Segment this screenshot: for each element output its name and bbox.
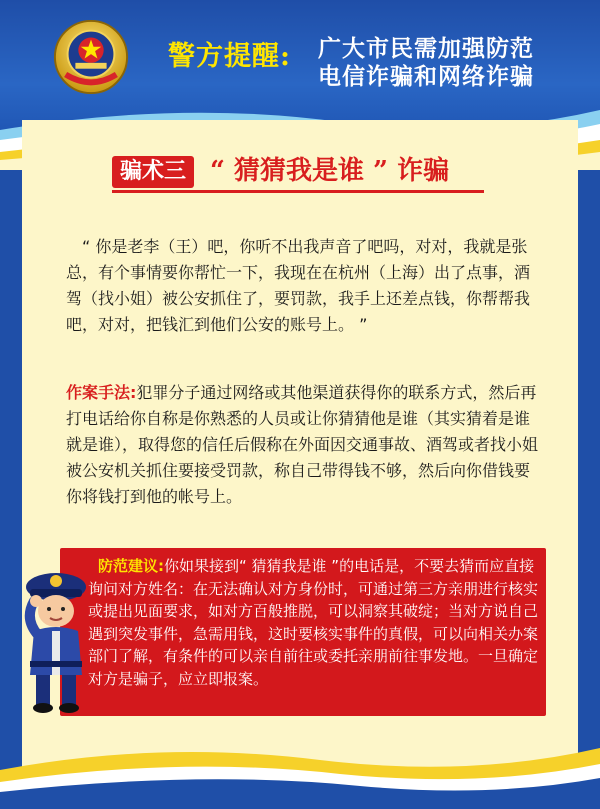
advice-label: 防范建议: — [98, 557, 164, 575]
header-line-1: 广大市民需加强防范 — [318, 36, 534, 62]
advice-paragraph — [88, 555, 542, 690]
police-officer-illustration — [14, 565, 98, 715]
title-main: “ 猜猜我是谁 ” 诈骗 — [210, 156, 450, 186]
header-lead: 警方提醒: — [168, 41, 291, 72]
method-text: 犯罪分子通过网络或其他渠道获得你的联系方式，然后再打电话给你自称是你熟悉的人员或让你猜猜他是谁（其实猜着是谁就是谁），取得您的信任后假称在外面因交通事故、酒驾或者找小姐被公安机关抓住要接受罚款，称自己带得钱不够，然后向你借钱要你将钱打到他的帐号上。 — [66, 383, 539, 506]
section-title — [112, 150, 492, 194]
title-underline — [112, 190, 484, 193]
header-line-2: 电信诈骗和网络诈骗 — [318, 64, 534, 90]
method-paragraph — [66, 380, 538, 510]
method-label: 作案手法: — [66, 383, 137, 402]
footer-wave — [0, 730, 600, 809]
advice-text: 你如果接到“ 猜猜我是谁 ”的电话是，不要去猜而应直接询问对方姓名：在无法确认对方身份时，可通过第三方亲朋进行核实或提出见面要求，如对方百般推脱，可以洞察其破绽；当对方说自己遇到突发事件，急需用钱，这时要核实事件的真假，可以向相关办案部门了解，有条件的可以亲自前往或委托亲朋前往事发地。一旦确定对方是骗子，应立即报案。 — [88, 557, 539, 688]
quote-text: “ 你是老李（王）吧，你听不出我声音了吧吗，对对，我就是张总，有个事情要你帮忙一下，我现在在杭州（上海）出了点事，酒驾（找小姐）被公安抓住了，要罚款，我手上还差点钱，你帮帮我吧，对对，把钱汇到他们公安的账号上。 ” — [66, 237, 531, 334]
quote-paragraph — [66, 234, 538, 338]
title-tag: 骗术三 — [112, 156, 194, 188]
